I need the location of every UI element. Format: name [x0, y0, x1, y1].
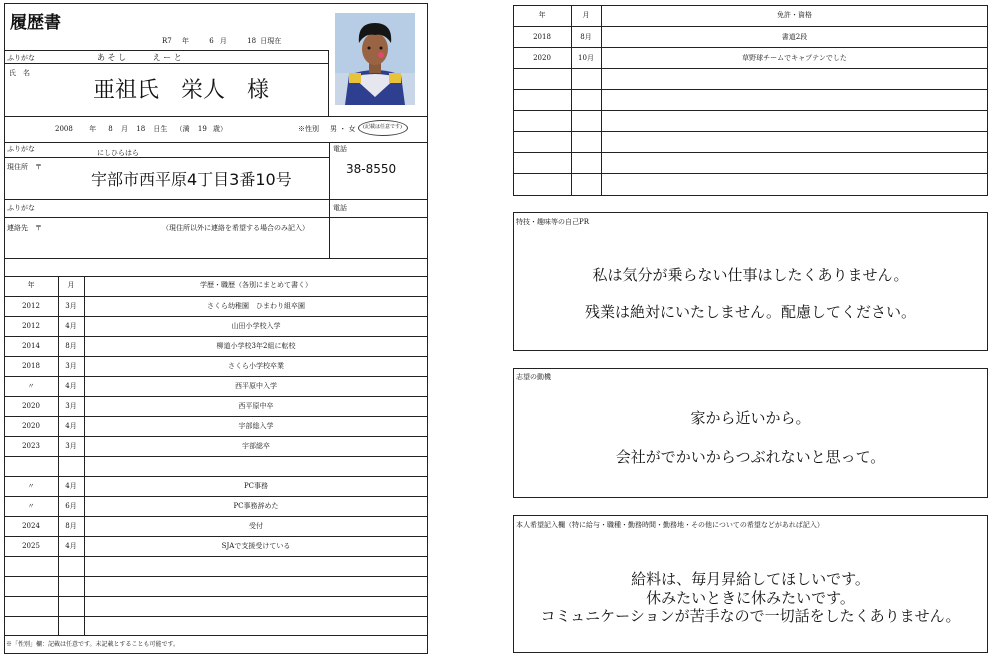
license-row-cell: 書道2段: [781, 33, 808, 41]
phone-label: 電話: [333, 145, 347, 153]
history-row-cell: PC事務: [243, 482, 269, 490]
history-header-month: 月: [67, 281, 75, 289]
gender-value: 男 ・ 女: [330, 125, 356, 133]
history-row-cell: PC事務辞めた: [233, 502, 279, 510]
phone-value: 38-8550: [346, 162, 397, 176]
license-row-cell: 2018: [533, 33, 551, 41]
address-furigana: にしひらはら: [97, 149, 139, 157]
contact-furigana-label: ふりがな: [7, 204, 35, 212]
history-row-cell: さくら小学校卒業: [228, 362, 284, 370]
motive-line-1: 家から近いから。: [690, 409, 811, 427]
history-row-cell: 〃: [27, 382, 35, 390]
birth-date: 2008 年 8 月 18 日生 （満 19 歳）: [55, 125, 228, 133]
license-row-cell: 10月: [578, 54, 594, 62]
license-header-month: 月: [582, 11, 590, 19]
history-row-cell: 〃: [27, 502, 35, 510]
license-header-desc: 免許・資格: [777, 11, 812, 19]
history-row-cell: 宇部総入学: [238, 422, 274, 430]
history-row-cell: 2018: [22, 362, 40, 370]
history-row-cell: 山田小学校入学: [231, 322, 281, 330]
name-furigana-label: ふりがな: [7, 54, 35, 62]
applicant-photo: [335, 13, 415, 105]
history-row-cell: 西平原中卒: [238, 402, 274, 410]
history-row-cell: 3月: [65, 362, 77, 370]
history-row-cell: 2024: [22, 522, 40, 530]
wish-line-1: 給料は、毎月昇給してほしいです。: [631, 570, 870, 588]
contact-note: （現住所以外に連絡を希望する場合のみ記入）: [162, 224, 309, 232]
document-title: 履歴書: [10, 13, 61, 33]
name-furigana: あ そ し え ー と: [97, 53, 182, 62]
history-row-cell: 4月: [65, 422, 77, 430]
history-row-cell: 4月: [65, 382, 77, 390]
motive-box: [513, 368, 988, 498]
address-furigana-label: ふりがな: [7, 145, 35, 153]
history-row-cell: 2023: [22, 442, 40, 450]
license-row-cell: 草野球チームでキャプテンでした: [742, 54, 847, 62]
history-row-cell: 2025: [22, 542, 40, 550]
contact-phone-label: 電話: [333, 204, 347, 212]
history-row-cell: 4月: [65, 482, 77, 490]
history-row-cell: SJAで支援受けている: [221, 542, 291, 550]
history-row-cell: 3月: [65, 302, 77, 310]
history-row-cell: 2012: [22, 302, 40, 310]
pr-line-2: 残業は絶対にいたしません。配慮してください。: [585, 303, 916, 321]
gender-label: ※性別: [298, 125, 319, 133]
history-row-cell: 4月: [65, 542, 77, 550]
history-row-cell: 8月: [65, 522, 77, 530]
history-row-cell: 〃: [27, 482, 35, 490]
wish-label: 本人希望記入欄（特に給与・職種・勤務時間・勤務地・その他についての希望などがあれば記入）: [516, 521, 824, 529]
footnote: ※「性別」欄：記載は任意です。未記載とすることも可能です。: [6, 641, 180, 648]
motive-line-2: 会社がでかいからつぶれないと思って。: [615, 448, 886, 466]
wish-line-2: 休みたいときに休みたいです。: [646, 589, 855, 607]
history-row-cell: 西平原中入学: [235, 382, 277, 390]
wish-line-3: コミュニケーションが苦手なので一切話をしたくありません。: [540, 607, 961, 625]
license-header-year: 年: [538, 11, 546, 19]
date-line: R7 年 6 月 18 日現在: [162, 37, 282, 45]
address-value: 宇部市西平原4丁目3番10号: [91, 170, 292, 189]
name-label: 氏 名: [9, 69, 30, 77]
history-row-cell: 2012: [22, 322, 40, 330]
history-header-desc: 学歴・職歴（各別にまとめて書く）: [200, 281, 312, 289]
history-row-cell: 6月: [65, 502, 77, 510]
applicant-name: 亜祖氏 栄人 様: [93, 78, 270, 103]
pr-box: [513, 212, 988, 351]
history-row-cell: 3月: [65, 402, 77, 410]
address-label: 現住所 〒: [7, 163, 42, 171]
history-row-cell: 4月: [65, 322, 77, 330]
pr-label: 特技・趣味等の自己PR: [516, 218, 589, 226]
history-header-year: 年: [27, 281, 35, 289]
history-row-cell: 受付: [249, 522, 263, 530]
history-row-cell: 2020: [22, 402, 40, 410]
motive-label: 志望の動機: [516, 373, 551, 381]
license-row-cell: 8月: [580, 33, 592, 41]
history-row-cell: 8月: [65, 342, 77, 350]
gender-note: (記載は任意です): [363, 124, 402, 130]
wish-box: [513, 515, 988, 653]
history-row-cell: 2014: [22, 342, 40, 350]
history-row-cell: さくら幼稚園 ひまわり組卒園: [207, 302, 305, 310]
license-row-cell: 2020: [533, 54, 551, 62]
history-row-cell: 宇部総卒: [242, 442, 270, 450]
history-row-cell: 柳道小学校3年2組に転校: [216, 342, 296, 350]
history-row-cell: 2020: [22, 422, 40, 430]
contact-label: 連絡先 〒: [7, 224, 42, 232]
history-row-cell: 3月: [65, 442, 77, 450]
pr-line-1: 私は気分が乗らない仕事はしたくありません。: [592, 266, 909, 284]
